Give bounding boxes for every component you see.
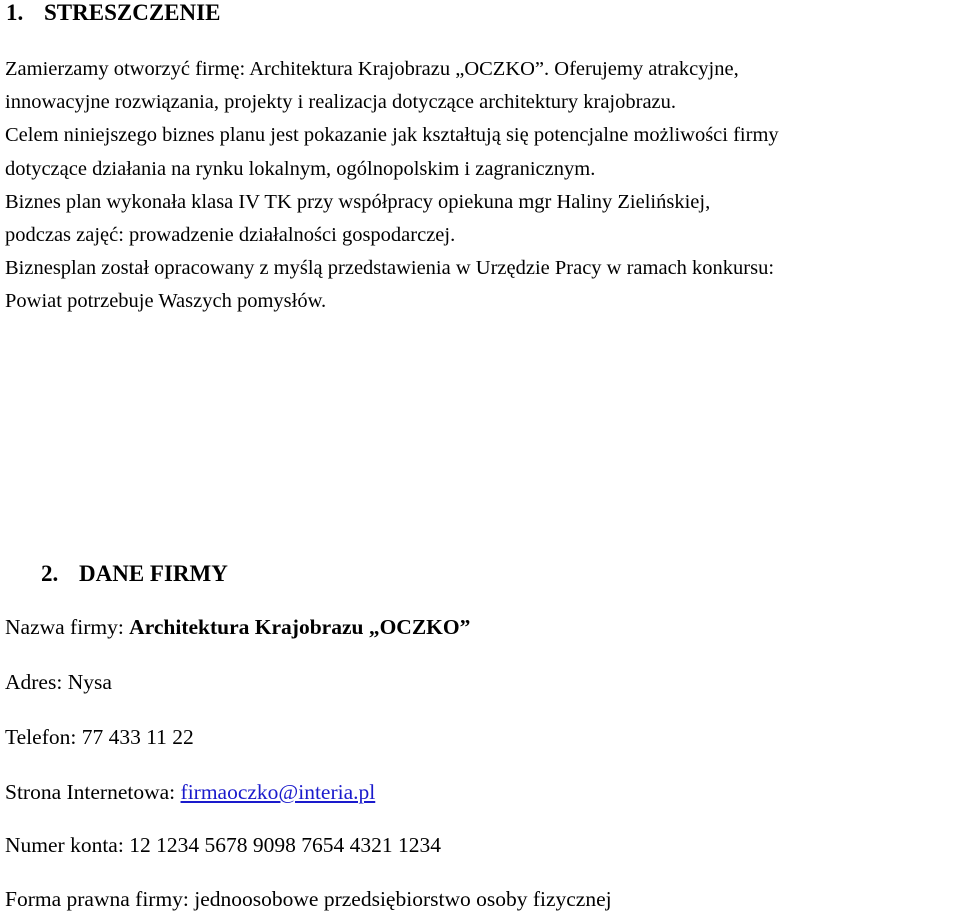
website-label: Strona Internetowa: <box>5 780 181 804</box>
website-field <box>5 780 375 805</box>
summary-line: Powiat potrzebuje Waszych pomysłów. <box>5 290 327 313</box>
section-heading-company-data <box>41 561 228 587</box>
legal-form-field: Forma prawna firmy: jednoosobowe przedsiębiorstwo osoby fizycznej <box>5 887 612 911</box>
section-heading-summary <box>6 0 220 26</box>
company-name-value: Architektura Krajobrazu „OCZKO” <box>129 615 471 639</box>
company-name-field <box>5 615 470 640</box>
summary-line: Biznesplan został opracowany z myślą przedstawienia w Urzędzie Pracy w ramach konkursu: <box>5 257 775 280</box>
account-number-field: Numer konta: 12 1234 5678 9098 7654 4321 1234 <box>5 833 441 857</box>
summary-line: Celem niniejszego biznes planu jest pokazanie jak kształtują się potencjalne możliwości firmy <box>5 124 779 147</box>
section-title: DANE FIRMY <box>79 561 228 586</box>
summary-line: dotyczące działania na rynku lokalnym, ogólnopolskim i zagranicznym. <box>5 157 596 180</box>
address-field: Adres: Nysa <box>5 670 112 694</box>
company-name-label: Nazwa firmy: <box>5 615 130 639</box>
summary-paragraph <box>5 53 960 319</box>
phone-field: Telefon: 77 433 11 22 <box>5 725 194 749</box>
summary-line: Zamierzamy otworzyć firmę: Architektura Krajobrazu „OCZKO”. Oferujemy atrakcyjne, <box>5 58 739 80</box>
summary-line: podczas zajęć: prowadzenie działalności gospodarczej. <box>5 224 456 247</box>
summary-line: Biznes plan wykonała klasa IV TK przy współpracy opiekuna mgr Haliny Zielińskiej, <box>5 190 711 213</box>
summary-line: innowacyjne rozwiązania, projekty i realizacja dotyczące architektury krajobrazu. <box>5 91 677 114</box>
section-number: 2. <box>41 561 59 586</box>
website-link[interactable]: firmaoczko@interia.pl <box>180 780 376 804</box>
section-number: 1. <box>6 0 24 25</box>
section-title: STRESZCZENIE <box>44 0 221 25</box>
